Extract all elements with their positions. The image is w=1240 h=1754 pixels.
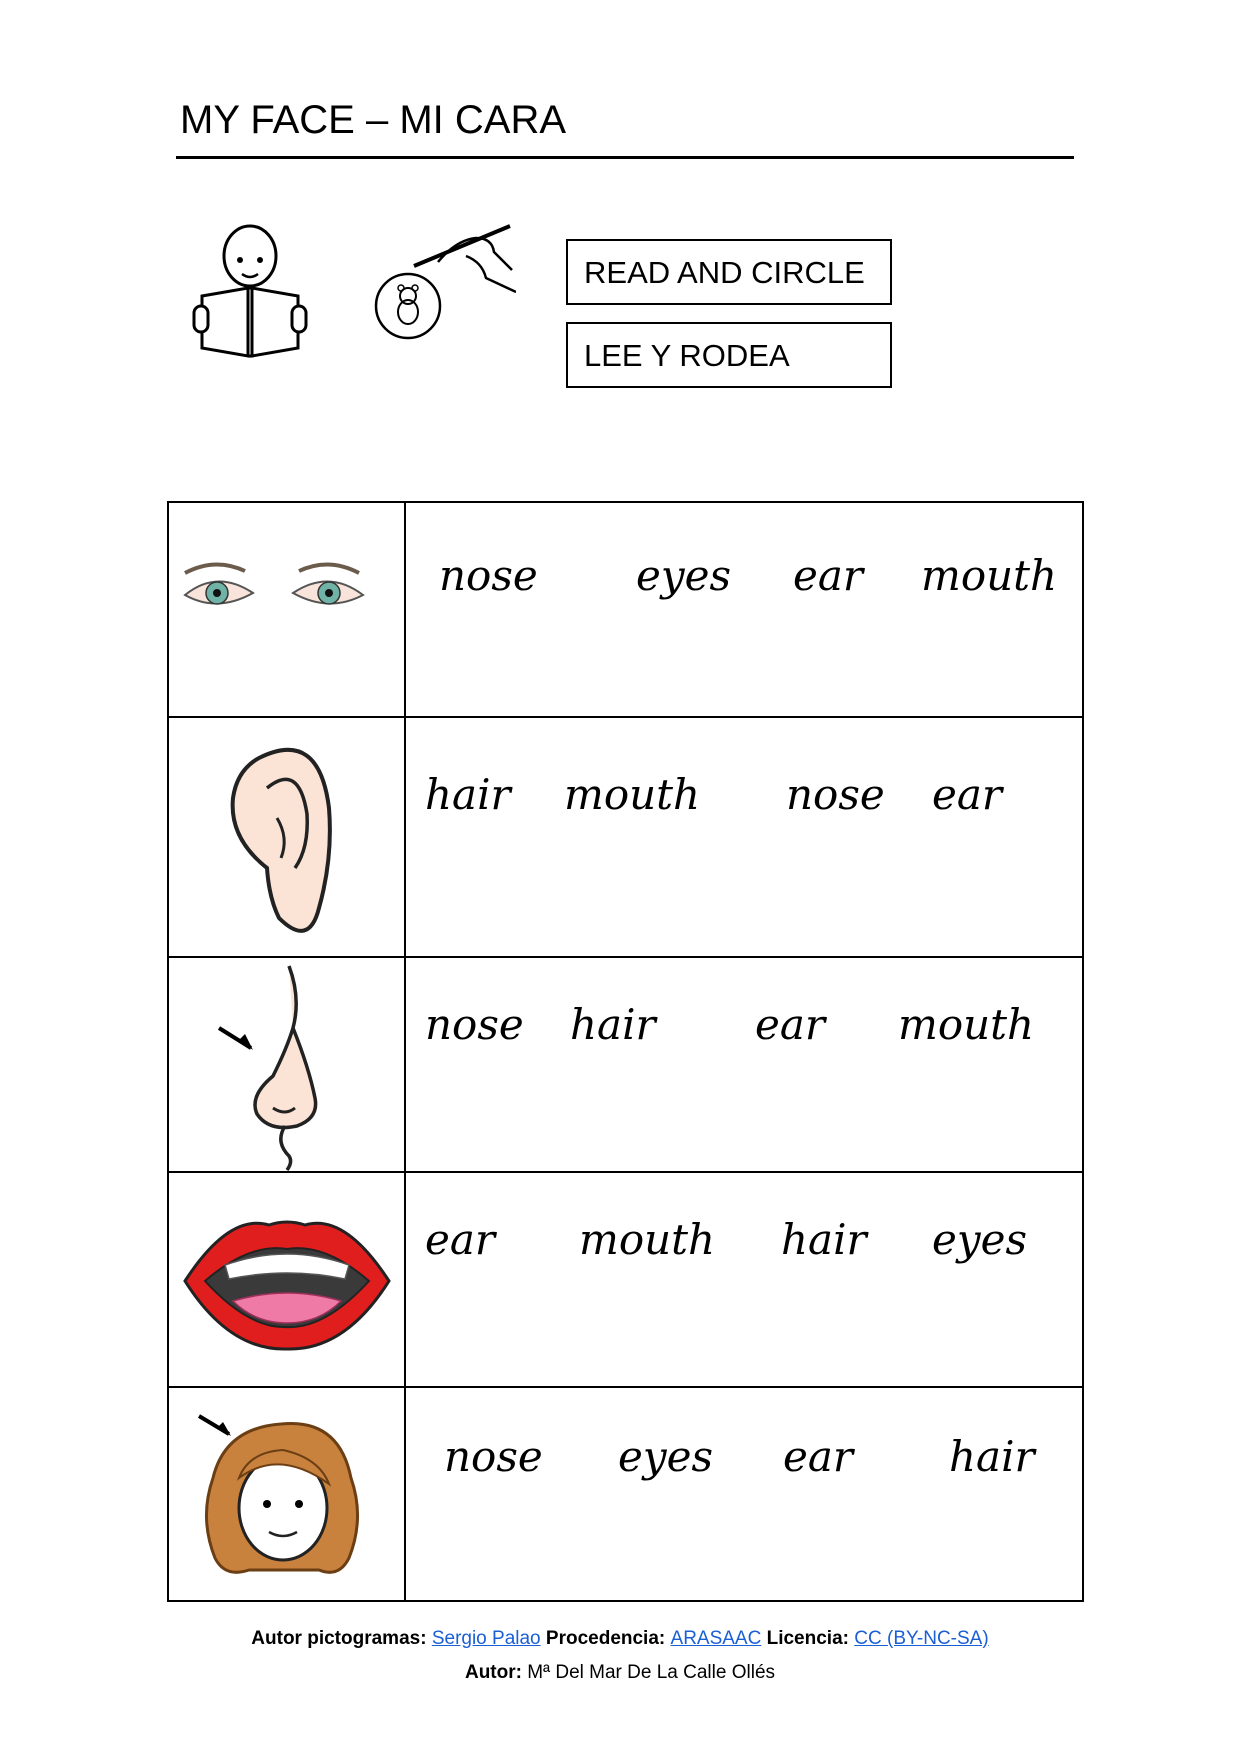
word-option[interactable]: ear <box>783 1432 853 1481</box>
word-option[interactable]: nose <box>786 770 885 819</box>
word-option[interactable]: eyes <box>618 1432 713 1481</box>
license-link[interactable]: CC (BY-NC-SA) <box>854 1628 989 1649</box>
authors-label: Autor pictogramas: <box>251 1628 427 1649</box>
word-option[interactable]: ear <box>425 1215 495 1264</box>
word-option[interactable]: ear <box>932 770 1002 819</box>
word-option[interactable]: nose <box>444 1432 543 1481</box>
word-option[interactable]: hair <box>949 1432 1035 1481</box>
word-option[interactable]: ear <box>793 551 863 600</box>
instruction-english: READ AND CIRCLE <box>566 239 892 305</box>
author-label: Autor: <box>464 1662 522 1683</box>
word-option[interactable]: mouth <box>579 1215 716 1264</box>
mouth-icon <box>169 1173 404 1386</box>
license-label: Licencia: <box>766 1628 849 1649</box>
authors-link[interactable]: Sergio Palao <box>431 1628 541 1649</box>
author-name: Mª Del Mar De La Calle Ollés <box>527 1662 776 1683</box>
table-row <box>169 718 1082 958</box>
credits-line <box>0 1628 1240 1650</box>
page-title: MY FACE – MI CARA <box>180 98 567 142</box>
word-option[interactable]: hair <box>570 1000 656 1049</box>
worksheet-table <box>167 501 1084 1602</box>
source-link[interactable]: ARASAAC <box>670 1628 762 1649</box>
picture-cell <box>169 718 406 956</box>
word-option[interactable]: nose <box>439 551 538 600</box>
word-option[interactable]: ear <box>755 1000 825 1049</box>
word-option[interactable]: mouth <box>921 551 1058 600</box>
source-label: Procedencia: <box>545 1628 666 1649</box>
hair-icon <box>169 1388 404 1598</box>
picture-cell <box>169 1388 406 1600</box>
word-option[interactable]: mouth <box>898 1000 1035 1049</box>
eyes-icon <box>169 503 404 716</box>
table-row <box>169 1173 1082 1388</box>
instruction-spanish: LEE Y RODEA <box>566 322 892 388</box>
reading-child-icon <box>190 218 310 360</box>
author-line <box>0 1662 1240 1684</box>
word-option[interactable]: eyes <box>636 551 731 600</box>
word-option[interactable]: nose <box>425 1000 524 1049</box>
picture-cell <box>169 958 406 1171</box>
table-row <box>169 958 1082 1173</box>
table-row <box>169 1388 1082 1600</box>
picture-cell <box>169 1173 406 1386</box>
word-option[interactable]: mouth <box>564 770 701 819</box>
nose-icon <box>169 958 404 1171</box>
title-divider <box>176 156 1074 159</box>
word-option[interactable]: hair <box>425 770 511 819</box>
table-row <box>169 503 1082 718</box>
word-option[interactable]: eyes <box>932 1215 1027 1264</box>
picture-cell <box>169 503 406 716</box>
word-option[interactable]: hair <box>781 1215 867 1264</box>
hand-circling-icon <box>366 222 516 340</box>
ear-icon <box>169 718 404 956</box>
